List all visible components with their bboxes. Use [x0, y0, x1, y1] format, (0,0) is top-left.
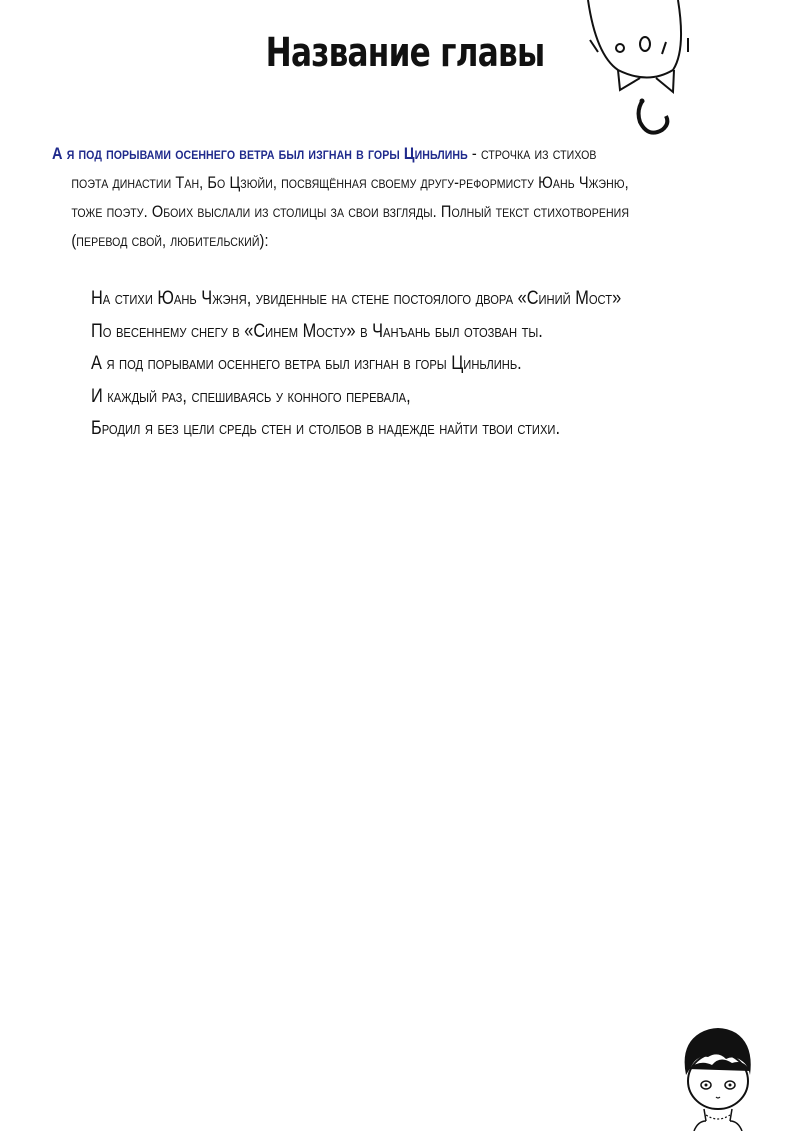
poem-line: По весеннему снегу в «Синем Мосту» в Чанъань был отозван ты.	[91, 320, 543, 342]
poem	[91, 283, 621, 446]
poem-line: А я под порывами осеннего ветра был изгнан в горы Циньлинь.	[91, 353, 522, 374]
footnote-line-1: - строчка из стихов	[467, 145, 597, 163]
footnote-line-4: (перевод свой, любительский):	[71, 232, 269, 250]
footnote-line-3: тоже поэту. Обоих выслали из столицы за свои взгляды. Полный текст стихотворения	[71, 203, 630, 221]
poem-line: На стихи Юань Чжэня, увиденные на стене постоялого двора «Синий Мост»	[91, 288, 622, 309]
cat-doodle-icon	[578, 0, 708, 150]
page-title: Название главы	[265, 30, 545, 76]
footnote-line-2: поэта династии Тан, Бо Цзюйи, посвящённая своему другу-реформисту Юань Чжэню,	[71, 174, 629, 192]
footnote	[52, 140, 721, 256]
poem-line: И каждый раз, спешиваясь у конного перевала,	[91, 385, 411, 407]
chibi-avatar-icon	[678, 1025, 758, 1131]
footnote-quote: А я под порывами осеннего ветра был изгнан в горы Циньлинь	[52, 145, 468, 163]
poem-line: Бродил я без цели средь стен и столбов в надежде найти твои стихи.	[91, 418, 560, 439]
